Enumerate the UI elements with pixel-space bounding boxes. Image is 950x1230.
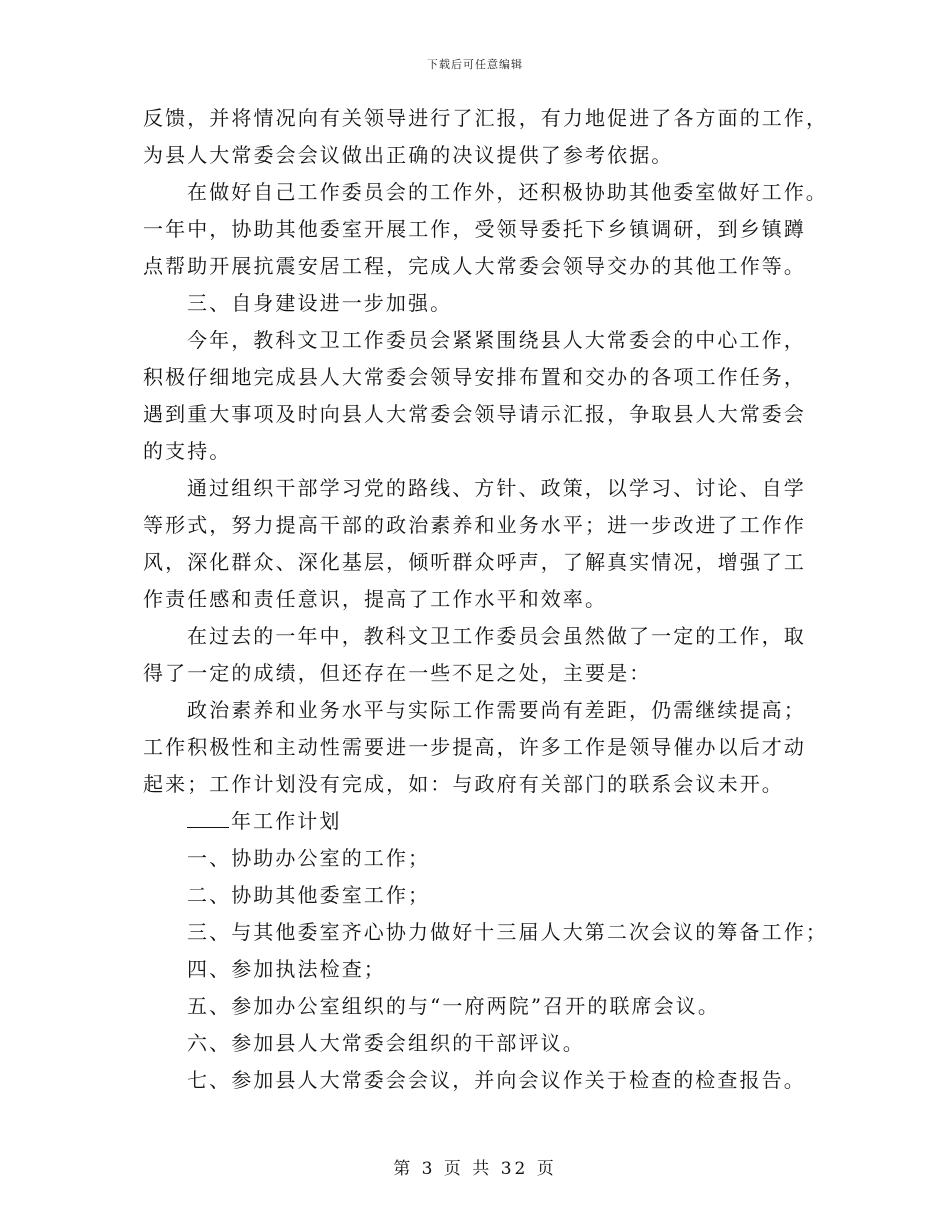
- page-footer: 第 3 页 共 32 页: [393, 1159, 557, 1179]
- plan-item: 三、与其他委室齐心协力做好十三届人大第二次会议的筹备工作；: [187, 920, 828, 944]
- plan-item: 四、参加执法检查；: [187, 957, 386, 981]
- plan-heading-text: 年工作计划: [231, 809, 342, 833]
- body-line: 的支持。: [143, 439, 232, 463]
- body-line: 遇到重大事项及时向县人大常委会领导请示汇报，争取县人大常委会: [143, 402, 806, 426]
- body-line: 反馈，并将情况向有关领导进行了汇报，有力地促进了各方面的工作，: [143, 106, 829, 130]
- plan-item: 五、参加办公室组织的与“一府两院”召开的联席会议。: [187, 994, 720, 1018]
- body-line: 工作积极性和主动性需要进一步提高，许多工作是领导催办以后才动: [143, 735, 806, 759]
- section-heading: 三、自身建设进一步加强。: [187, 291, 453, 315]
- body-line: 积极仔细地完成县人大常委会领导安排布置和交办的各项工作任务，: [143, 365, 806, 389]
- body-line: 在做好自己工作委员会的工作外，还积极协助其他委室做好工作。: [187, 180, 828, 204]
- plan-item: 一、协助办公室的工作；: [187, 846, 431, 870]
- body-line: 一年中，协助其他委室开展工作，受领导委托下乡镇调研，到乡镇蹲: [143, 217, 806, 241]
- body-line: 得了一定的成绩，但还存在一些不足之处，主要是：: [143, 661, 652, 685]
- plan-item: 二、协助其他委室工作；: [187, 883, 431, 907]
- plan-item: 六、参加县人大常委会组织的干部评议。: [187, 1031, 585, 1055]
- plan-heading: [143, 803, 813, 840]
- body-line: 通过组织干部学习党的路线、方针、政策，以学习、讨论、自学: [187, 476, 806, 500]
- body-line: 作责任感和责任意识，提高了工作水平和效率。: [143, 587, 608, 611]
- body-line: 风，深化群众、深化基层，倾听群众呼声，了解真实情况，增强了工: [143, 550, 806, 574]
- year-blank: [187, 803, 229, 828]
- body-line: 起来；工作计划没有完成，如：与政府有关部门的联系会议未开。: [143, 772, 784, 796]
- body-line: 今年，教科文卫工作委员会紧紧围绕县人大常委会的中心工作，: [187, 328, 806, 352]
- document-body: [143, 100, 829, 1099]
- plan-item: 七、参加县人大常委会会议，并向会议作关于检查的检查报告。: [187, 1068, 806, 1092]
- body-line: 政治素养和业务水平与实际工作需要尚有差距，仍需继续提高；: [187, 698, 806, 722]
- page-header: 下载后可任意编辑: [427, 58, 523, 71]
- body-line: 在过去的一年中，教科文卫工作委员会虽然做了一定的工作，取: [187, 624, 806, 648]
- body-line: 等形式，努力提高干部的政治素养和业务水平；进一步改进了工作作: [143, 513, 806, 537]
- body-line: 点帮助开展抗震安居工程，完成人大常委会领导交办的其他工作等。: [143, 254, 806, 278]
- body-line: 为县人大常委会会议做出正确的决议提供了参考依据。: [143, 143, 674, 167]
